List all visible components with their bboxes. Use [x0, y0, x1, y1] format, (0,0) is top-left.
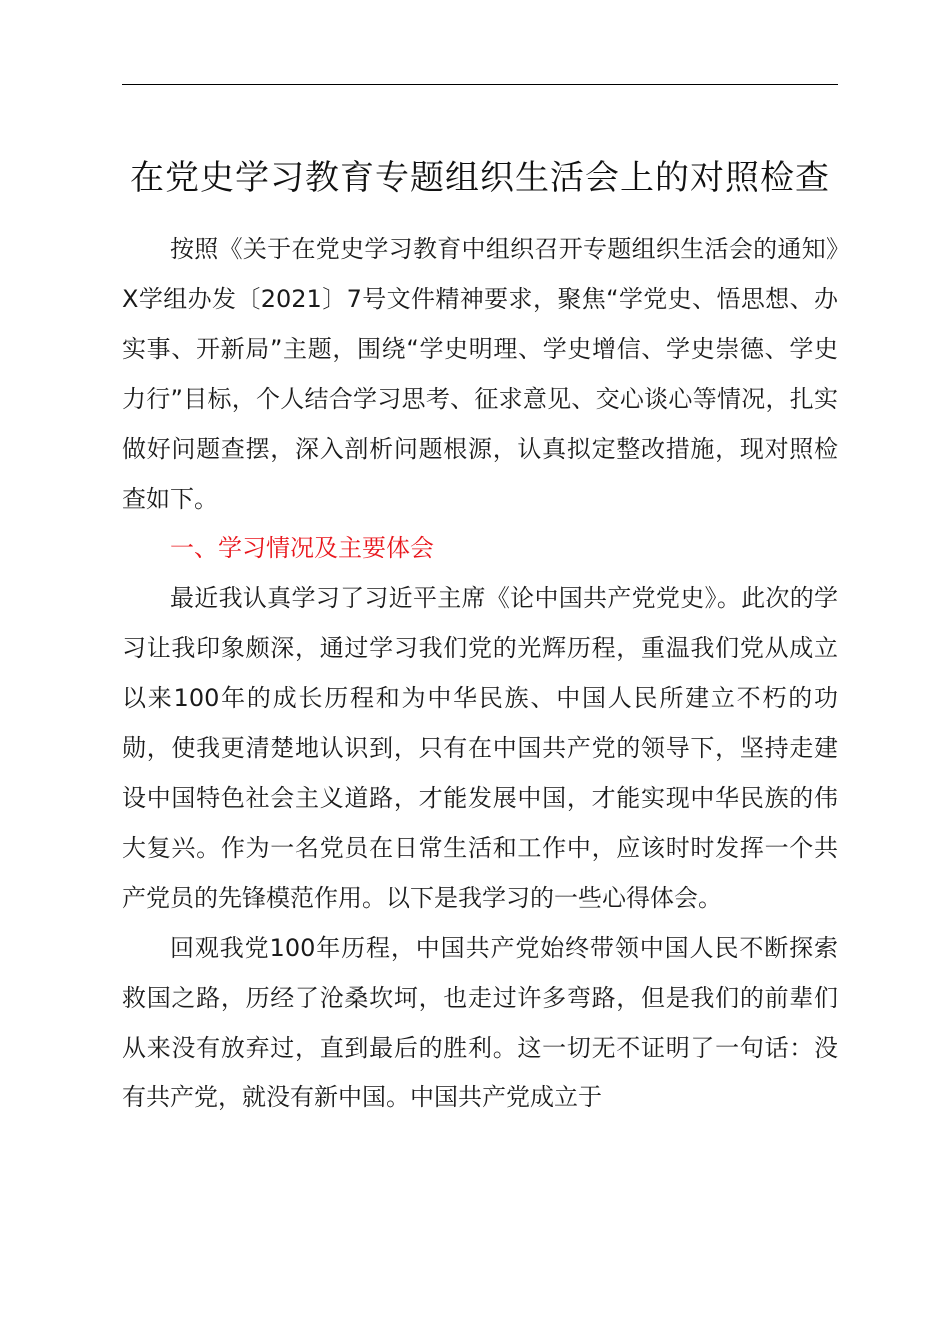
- section-heading: 一、学习情况及主要体会: [170, 534, 434, 563]
- intro-paragraph: 按照《关于在党史学习教育中组织召开专题组织生活会的通知》X学组办发〔2021〕7号文件精神要求，聚焦“学党史、悟思想、办实事、开新局”主题，围绕“学史明理、学史增信、学史崇德、学史力行”目标，个人结合学习思考、征求意见、交心谈心等情况，扎实做好问题查摆，深入剖析问题根源，认真拟定整改措施，现对照检查如下。: [122, 235, 838, 513]
- body-paragraph: 回观我党100年历程，中国共产党始终带领中国人民不断探索救国之路，历经了沧桑坎坷，也走过许多弯路，但是我们的前辈们从来没有放弃过，直到最后的胜利。这一切无不证明了一句话：没有共产党，就没有新中国。中国共产党成立于: [122, 933, 838, 1112]
- document-body: [122, 225, 838, 1123]
- document-title: 在党史学习教育专题组织生活会上的对照检查: [130, 158, 830, 198]
- header-rule: [122, 84, 838, 85]
- body-paragraph: 最近我认真学习了习近平主席《论中国共产党党史》。此次的学习让我印象颇深，通过学习我们党的光辉历程，重温我们党从成立以来100年的成长历程和为中华民族、中国人民所建立不朽的功勋，使我更清楚地认识到，只有在中国共产党的领导下，坚持走建设中国特色社会主义道路，才能发展中国，才能实现中华民族的伟大复兴。作为一名党员在日常生活和工作中，应该时时发挥一个共产党员的先锋模范作用。以下是我学习的一些心得体会。: [122, 584, 838, 912]
